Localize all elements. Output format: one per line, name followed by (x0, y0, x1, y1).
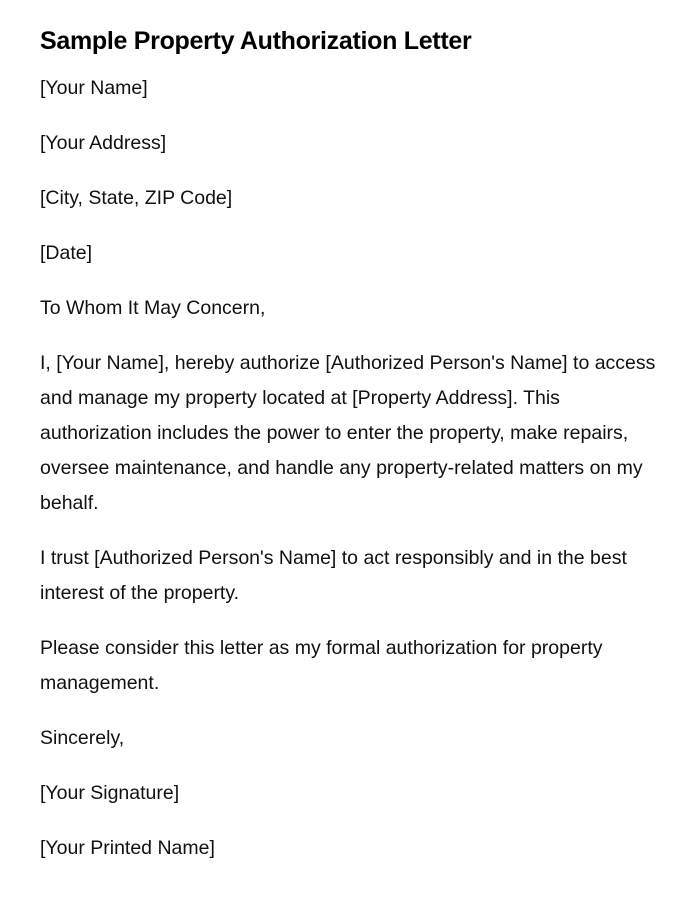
printed-name-line: [Your Printed Name] (40, 837, 215, 859)
body-paragraph-formal: Please consider this letter as my formal authorization for property management. (40, 637, 603, 694)
closing: Sincerely, (40, 727, 125, 749)
body-paragraph-trust: I trust [Authorized Person's Name] to act responsibly and in the best interest of the property. (40, 547, 627, 604)
sender-city-state-zip: [City, State, ZIP Code] (40, 187, 233, 209)
letter-title: Sample Property Authorization Letter (40, 27, 472, 55)
sender-address: [Your Address] (40, 132, 167, 154)
signature-line: [Your Signature] (40, 782, 180, 804)
body-paragraph-authorization: I, [Your Name], hereby authorize [Authorized Person's Name] to access and manage my property located at [Property Address]. This authorization includes the power to enter the property, make repairs, oversee maintenance, and handle any property-related matters on my behalf. (40, 352, 656, 514)
salutation: To Whom It May Concern, (40, 297, 266, 319)
sender-name: [Your Name] (40, 77, 148, 99)
letter-date: [Date] (40, 242, 93, 264)
